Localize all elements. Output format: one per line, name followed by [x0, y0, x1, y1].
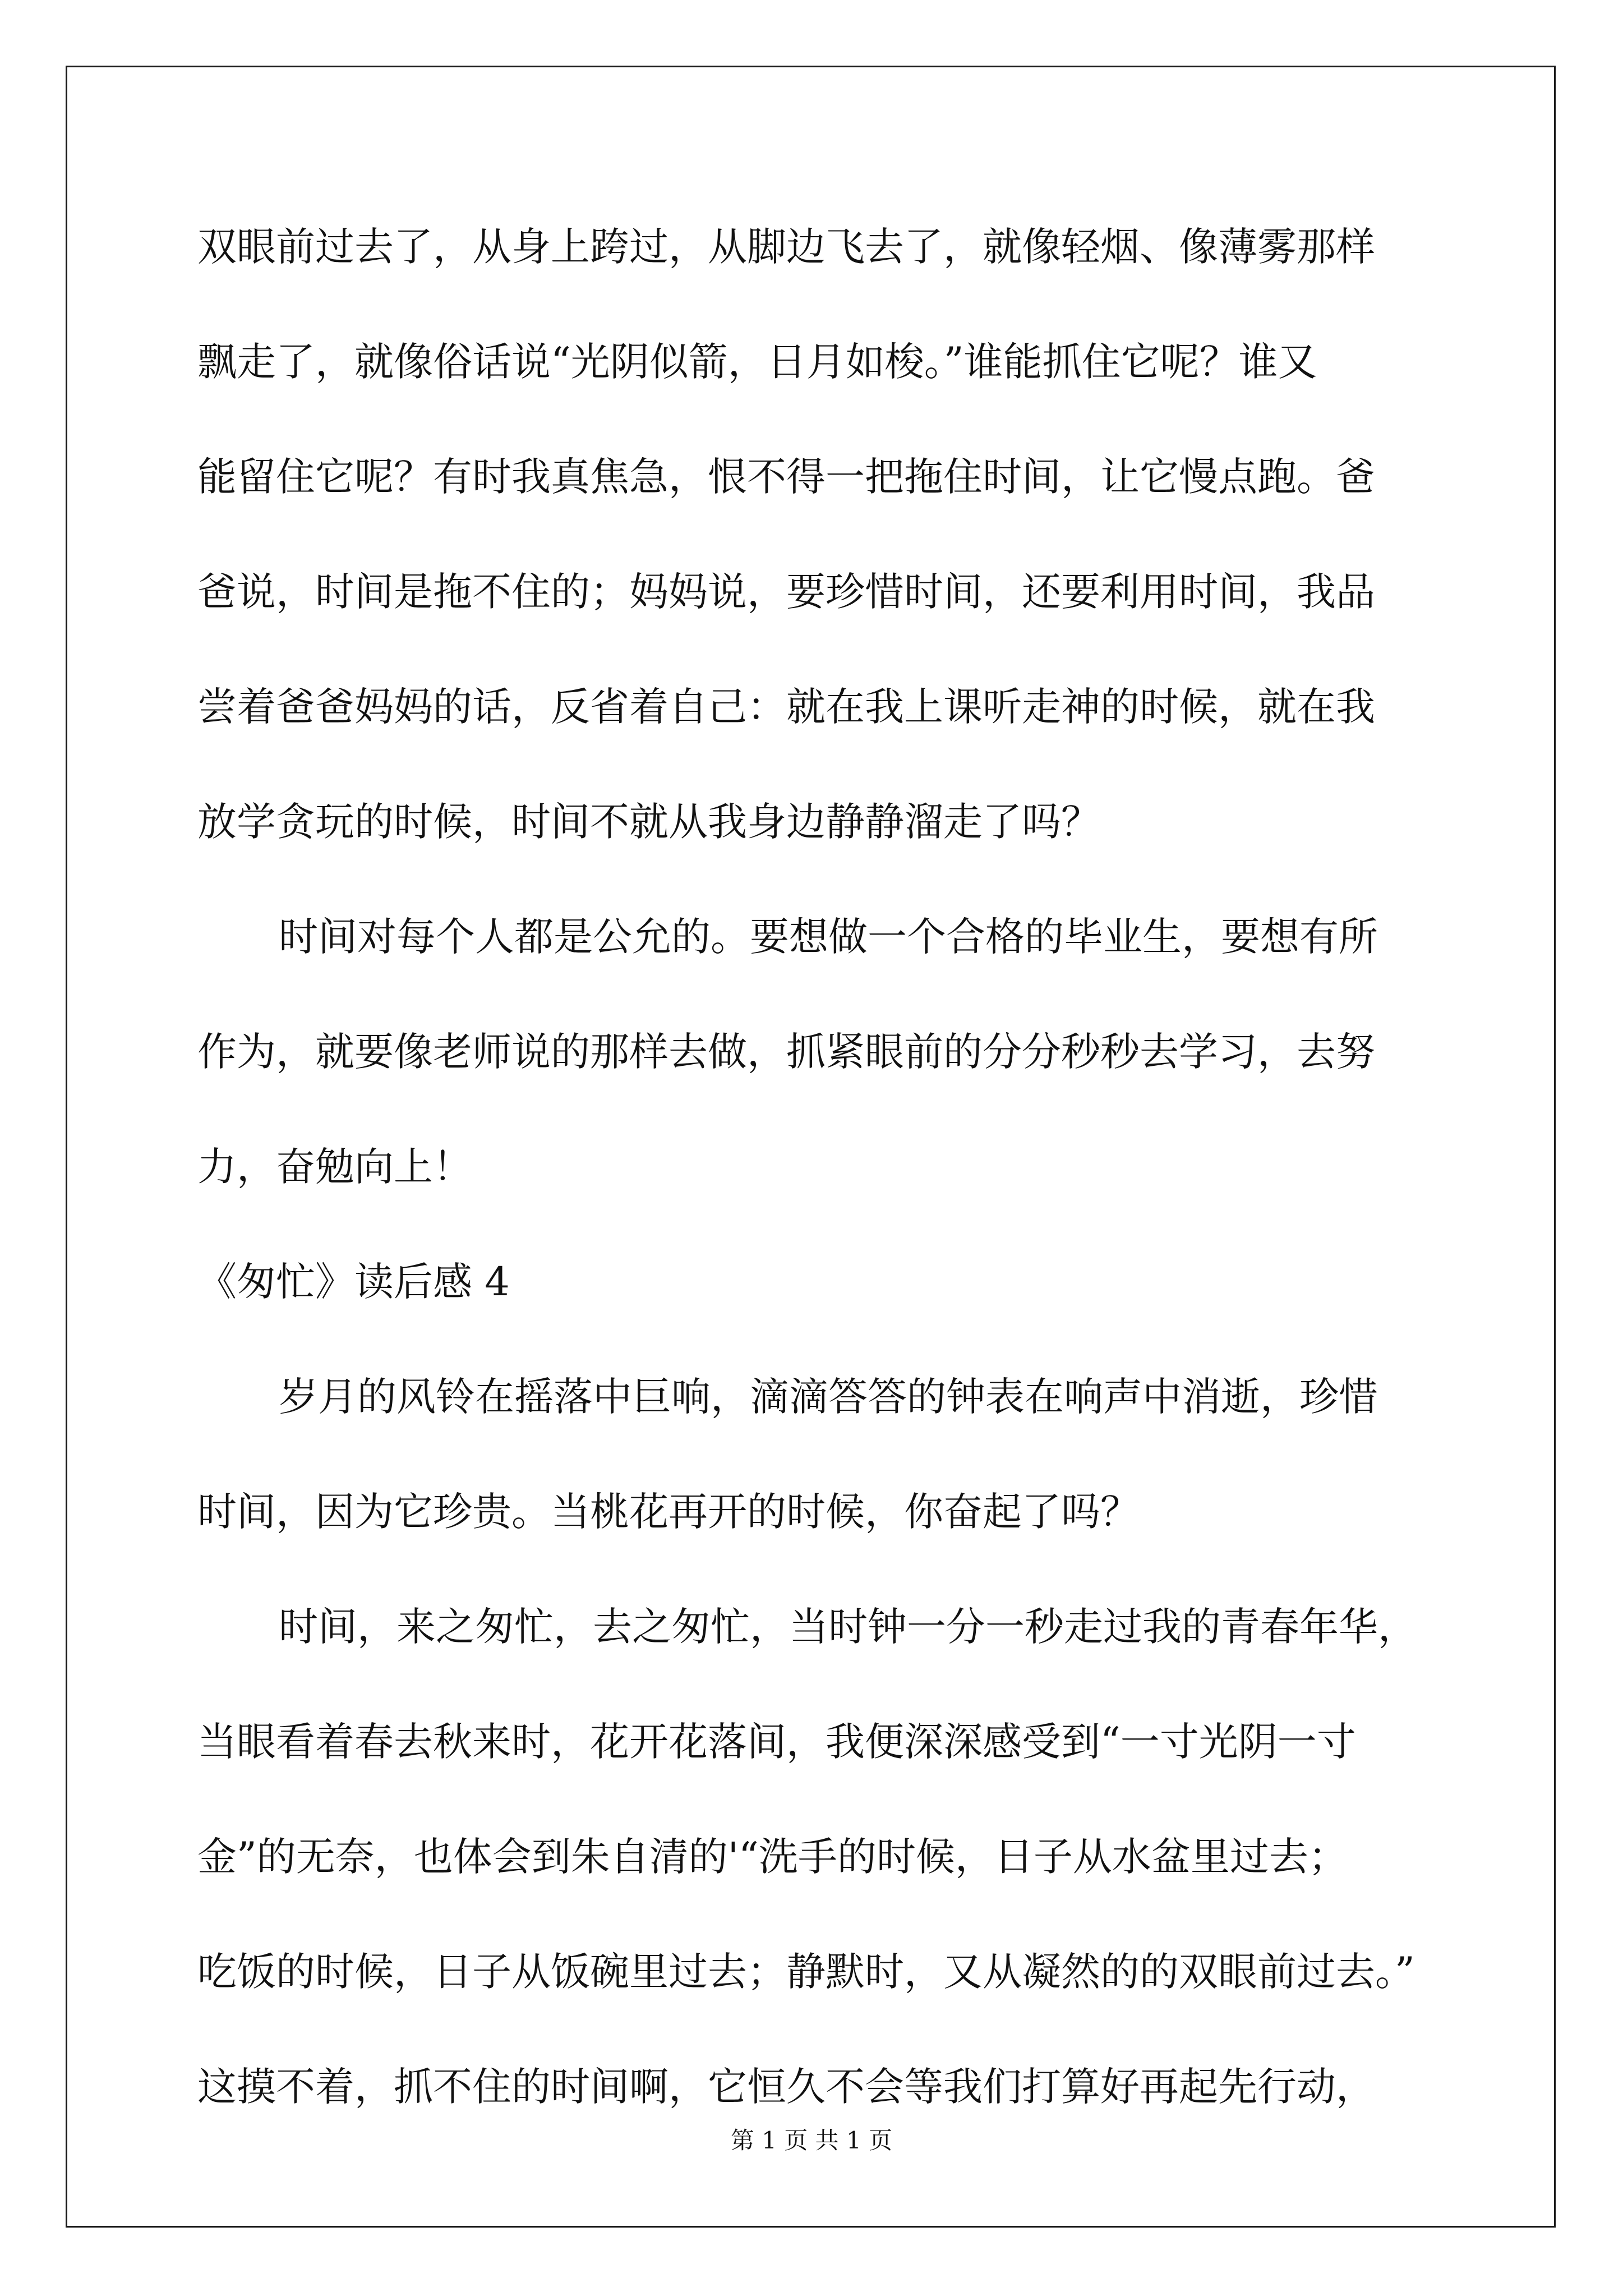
text-line: 作为，就要像老师说的那样去做，抓紧眼前的分分秒秒去学习，去努 — [197, 1029, 1375, 1075]
paragraph-first-line: 岁月的风铃在摇落中巨响，滴滴答答的钟表在响声中消逝，珍惜 — [279, 1374, 1378, 1420]
paragraph-first-line: 时间，来之匆忙，去之匆忙，当时钟一分一秒走过我的青春年华， — [279, 1604, 1417, 1650]
text-line: 时间，因为它珍贵。当桃花再开的时候，你奋起了吗？ — [197, 1489, 1140, 1535]
text-line: 飘走了，就像俗话说“光阴似箭，日月如梭。”谁能抓住它呢？谁又 — [197, 339, 1317, 385]
text-line: 双眼前过去了，从身上跨过，从脚边飞去了，就像轻烟、像薄雾那样 — [197, 224, 1375, 270]
text-line: 尝着爸爸妈妈的话，反省着自己：就在我上课听走神的时候，就在我 — [197, 684, 1375, 730]
paragraph-first-line: 时间对每个人都是公允的。要想做一个合格的毕业生，要想有所 — [279, 914, 1378, 960]
text-line: 力，奋勉向上！ — [197, 1144, 472, 1190]
text-line: 爸说，时间是拖不住的；妈妈说，要珍惜时间，还要利用时间，我品 — [197, 569, 1375, 615]
section-heading: 《匆忙》读后感 4 — [197, 1259, 510, 1305]
text-line: 当眼看着春去秋来时，花开花落间，我便深深感受到“一寸光阴一寸 — [197, 1719, 1356, 1765]
text-line: 这摸不着，抓不住的时间啊，它恒久不会等我们打算好再起先行动， — [197, 2064, 1375, 2110]
text-line: 能留住它呢？有时我真焦急，恨不得一把拖住时间，让它慢点跑。爸 — [197, 454, 1375, 500]
text-line: 吃饭的时候，日子从饭碗里过去；静默时，又从凝然的的双眼前过去。” — [197, 1949, 1415, 1995]
text-line: 金”的无奈，也体会到朱自清的'“洗手的时候，日子从水盆里过去； — [197, 1834, 1348, 1880]
page-footer: 第 1 页 共 1 页 — [730, 2127, 893, 2154]
text-line: 放学贪玩的时候，时间不就从我身边静静溜走了吗？ — [197, 799, 1100, 845]
